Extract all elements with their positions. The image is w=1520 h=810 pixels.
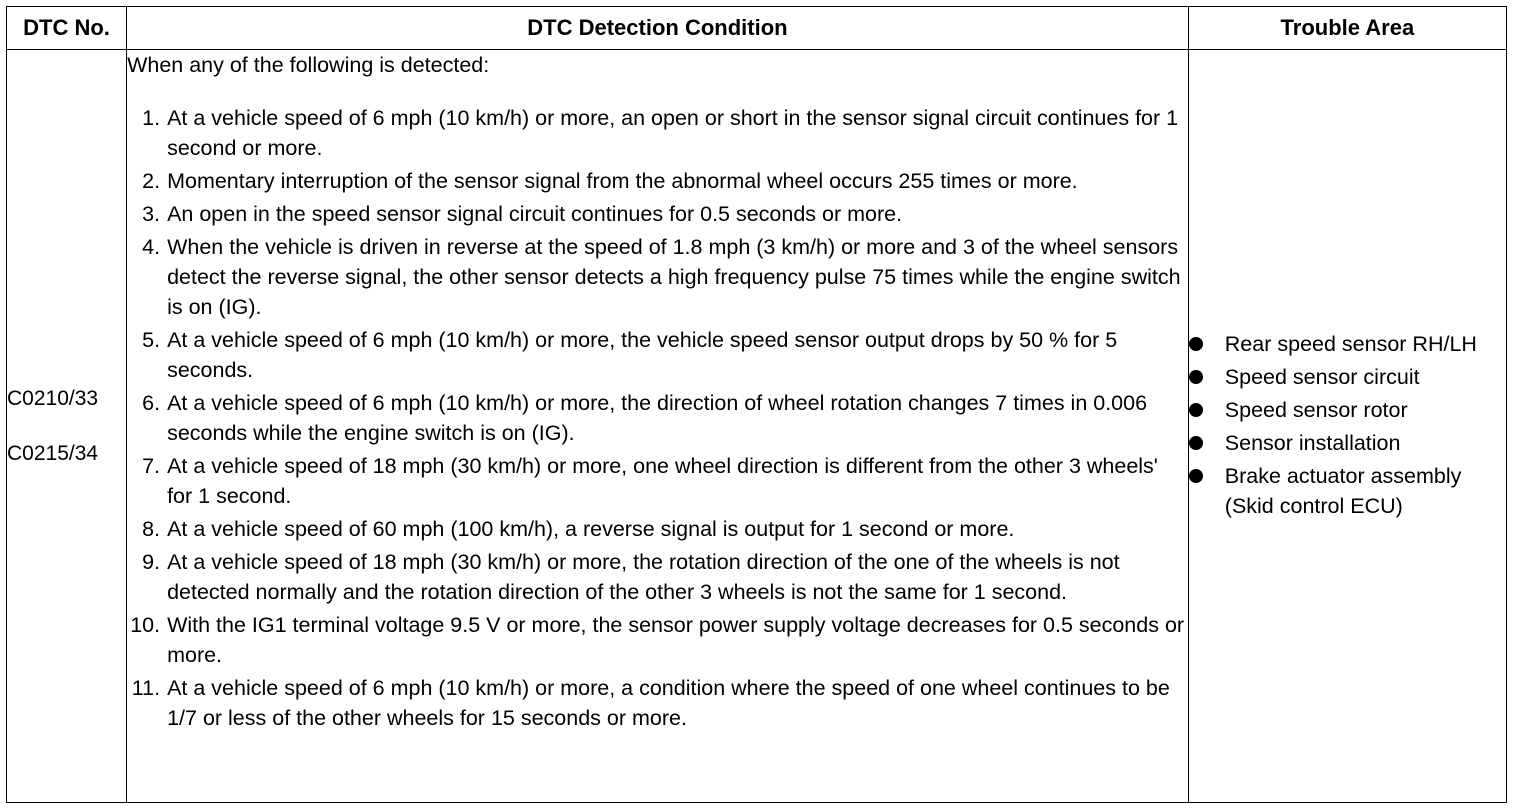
item-text: At a vehicle speed of 18 mph (30 km/h) or more, the rotation direction of the one of the wheels is not detected normally and the rotation direction of the other 3 wheels is not the same for 1 second. — [167, 550, 1120, 604]
item-number: 4. — [142, 235, 161, 259]
trouble-area-text: Brake actuator assembly (Skid control ECU) — [1224, 463, 1462, 518]
dtc-code: C0210/33 — [7, 386, 99, 410]
header-trouble-area: Trouble Area — [1188, 7, 1506, 50]
item-number: 11. — [131, 676, 161, 700]
item-text: At a vehicle speed of 6 mph (10 km/h) or more, the vehicle speed sensor output drops by 50 % for 5 seconds. — [167, 328, 1118, 382]
dtc-code: C0215/34 — [7, 441, 99, 465]
list-item — [127, 388, 1188, 448]
bullet-icon — [1189, 370, 1203, 384]
item-text: At a vehicle speed of 6 mph (10 km/h) or more, an open or short in the sensor signal circuit continues for 1 second or more. — [167, 106, 1179, 160]
dtc-table — [6, 6, 1507, 803]
item-text: At a vehicle speed of 18 mph (30 km/h) or more, one wheel direction is different from the other 3 wheels' for 1 second. — [167, 454, 1158, 508]
trouble-area-text: Sensor installation — [1224, 430, 1401, 455]
header-dtc-no: DTC No. — [7, 7, 127, 50]
condition-list — [127, 103, 1188, 733]
list-item — [127, 199, 1188, 229]
list-item — [127, 232, 1188, 322]
item-number: 7. — [142, 454, 161, 478]
list-item — [1189, 395, 1506, 425]
item-number: 3. — [142, 202, 161, 226]
item-text: At a vehicle speed of 6 mph (10 km/h) or more, a condition where the speed of one wheel continues to be 1/7 or less of the other wheels for 15 seconds or more. — [167, 676, 1170, 730]
item-text: At a vehicle speed of 60 mph (100 km/h), a reverse signal is output for 1 second or more. — [167, 517, 1015, 541]
item-text: At a vehicle speed of 6 mph (10 km/h) or more, the direction of wheel rotation changes 7 times in 0.006 seconds while the engine switch is on (IG). — [167, 391, 1148, 445]
list-item — [127, 673, 1188, 733]
item-number: 10. — [130, 613, 161, 637]
item-number: 9. — [142, 550, 161, 574]
item-text: With the IG1 terminal voltage 9.5 V or more, the sensor power supply voltage decreases for 0.5 seconds or more. — [167, 613, 1185, 667]
list-item — [1189, 428, 1506, 458]
item-text: When the vehicle is driven in reverse at the speed of 1.8 mph (3 km/h) or more and 3 of the wheel sensors detect the reverse signal, the other sensor detects a high frequency pulse 75 times while the engine switch is on (IG). — [167, 235, 1181, 319]
condition-cell — [127, 50, 1189, 803]
item-text: Momentary interruption of the sensor signal from the abnormal wheel occurs 255 times or more. — [167, 169, 1078, 193]
bullet-icon — [1189, 469, 1203, 483]
bullet-icon — [1189, 403, 1203, 417]
item-number: 2. — [142, 169, 161, 193]
trouble-area-list — [1189, 329, 1506, 521]
condition-intro: When any of the following is detected: — [127, 53, 490, 77]
item-number: 6. — [142, 391, 161, 415]
trouble-area-text: Rear speed sensor RH/LH — [1224, 331, 1477, 356]
list-item — [127, 514, 1188, 544]
dtc-codes-cell — [7, 50, 127, 803]
list-item — [1189, 461, 1506, 521]
item-number: 1. — [142, 106, 161, 130]
item-text: An open in the speed sensor signal circuit continues for 0.5 seconds or more. — [167, 202, 903, 226]
header-row — [7, 7, 1507, 50]
item-number: 8. — [142, 517, 161, 541]
bullet-icon — [1189, 436, 1203, 450]
list-item — [1189, 362, 1506, 392]
list-item — [127, 166, 1188, 196]
trouble-area-text: Speed sensor rotor — [1224, 397, 1408, 422]
trouble-area-text: Speed sensor circuit — [1224, 364, 1420, 389]
list-item — [127, 610, 1188, 670]
list-item — [127, 325, 1188, 385]
trouble-area-cell — [1188, 50, 1506, 803]
list-item — [127, 547, 1188, 607]
item-number: 5. — [142, 328, 161, 352]
table-row — [7, 50, 1507, 803]
list-item — [127, 103, 1188, 163]
list-item — [127, 451, 1188, 511]
list-item — [1189, 329, 1506, 359]
header-condition: DTC Detection Condition — [127, 7, 1189, 50]
bullet-icon — [1189, 337, 1203, 351]
